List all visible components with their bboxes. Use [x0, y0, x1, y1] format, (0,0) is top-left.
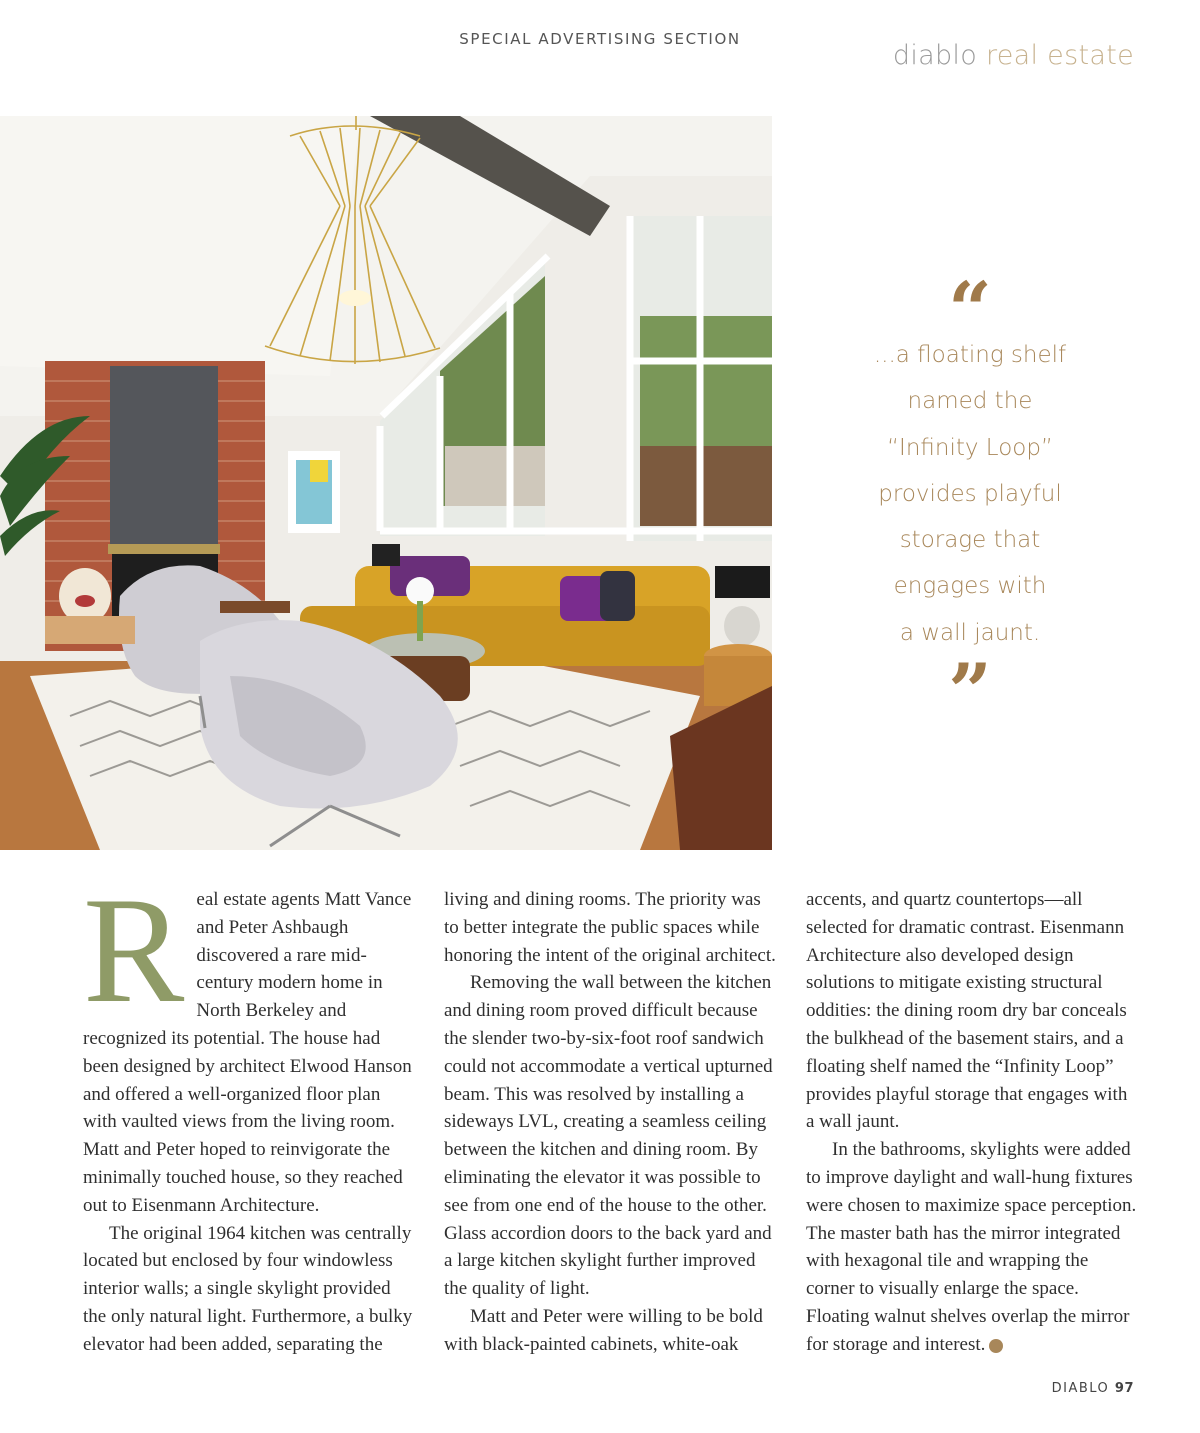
- pull-quote: [850, 265, 1090, 737]
- living-room-photo: [0, 116, 772, 850]
- magazine-name: DIABLO: [1051, 1381, 1110, 1396]
- article-column-3: [806, 886, 1138, 1359]
- article-paragraph: Matt and Peter were willing to be bold with black-painted cabinets, white-oak: [444, 1305, 763, 1355]
- pull-quote-line: provides playful: [878, 480, 1062, 507]
- pull-quote-line: ...a floating shelf: [873, 342, 1067, 368]
- pull-quote-line: storage that: [899, 527, 1041, 554]
- article-paragraph: eal estate agents Matt Vance and Peter Ashbaugh discovered a rare mid-century modern home in North Berkeley and recognized its potential. The house had been designed by architect Elwood Hanson and offered a well-organized floor plan with vaulted views from the living room. Matt and Peter hoped to reinvigorate the minimally touched house, so they reached out to Eisenmann Architecture.: [83, 889, 412, 1216]
- drop-cap: R: [83, 866, 185, 1034]
- article-paragraph-text: In the bathrooms, skylights were added to improve daylight and wall-hung fixtures were chosen to maximize space perception. The master bath has the mirror integrated with hexagonal tile and wrapping the corner to visually enlarge the space. Floating walnut shelves overlap the mirror for storage and interest.: [806, 1139, 1137, 1355]
- brand-logo: [893, 40, 1134, 71]
- page-folio: [1052, 1381, 1134, 1396]
- article-paragraph: accents, and quartz countertops—all selected for dramatic contrast. Eisenmann Architecture also developed design solutions to mitigate existing structural oddities: the dining room dry bar conceals the bulkhead of the basement stairs, and a floating shelf named the “Infinity Loop” provides playful storage that engages with a wall jaunt.: [806, 889, 1128, 1133]
- article-column-2: [444, 886, 776, 1359]
- brand-primary: diablo: [892, 40, 978, 71]
- close-quote-icon: ”: [948, 647, 992, 737]
- pull-quote-line: engages with: [893, 573, 1047, 600]
- article-paragraph: The original 1964 kitchen was centrally located but enclosed by four windowless interior walls; a single skylight provided the only natural light. Furthermore, a bulky elevator had been added, separating the: [83, 1222, 413, 1355]
- end-mark-icon: d: [989, 1339, 1003, 1353]
- brand-secondary: real estate: [985, 40, 1134, 71]
- article-paragraph: living and dining rooms. The priority was to better integrate the public spaces while honoring the intent of the original architect.: [444, 889, 776, 966]
- pull-quote-line: a wall jaunt.: [899, 619, 1041, 646]
- section-label: SPECIAL ADVERTISING SECTION: [459, 30, 741, 48]
- pull-quote-text: [850, 332, 1090, 656]
- article-column-1: [83, 866, 415, 1359]
- article-paragraph: Removing the wall between the kitchen and dining room proved difficult because the slender two-by-six-foot roof sandwich could not accommodate a vertical upturned beam. This was resolved by installing a sideways LVL, creating a seamless ceiling between the kitchen and dining room. By eliminating the elevator it was possible to see from one end of the house to the other. Glass accordion doors to the back yard and a large kitchen skylight further improved the quality of light.: [444, 972, 773, 1300]
- page-number: 97: [1114, 1381, 1134, 1396]
- open-quote-icon: “: [948, 265, 992, 354]
- pull-quote-line: “Infinity Loop”: [887, 434, 1053, 461]
- pull-quote-line: named the: [907, 388, 1033, 415]
- article-paragraph-last: [806, 1136, 1138, 1358]
